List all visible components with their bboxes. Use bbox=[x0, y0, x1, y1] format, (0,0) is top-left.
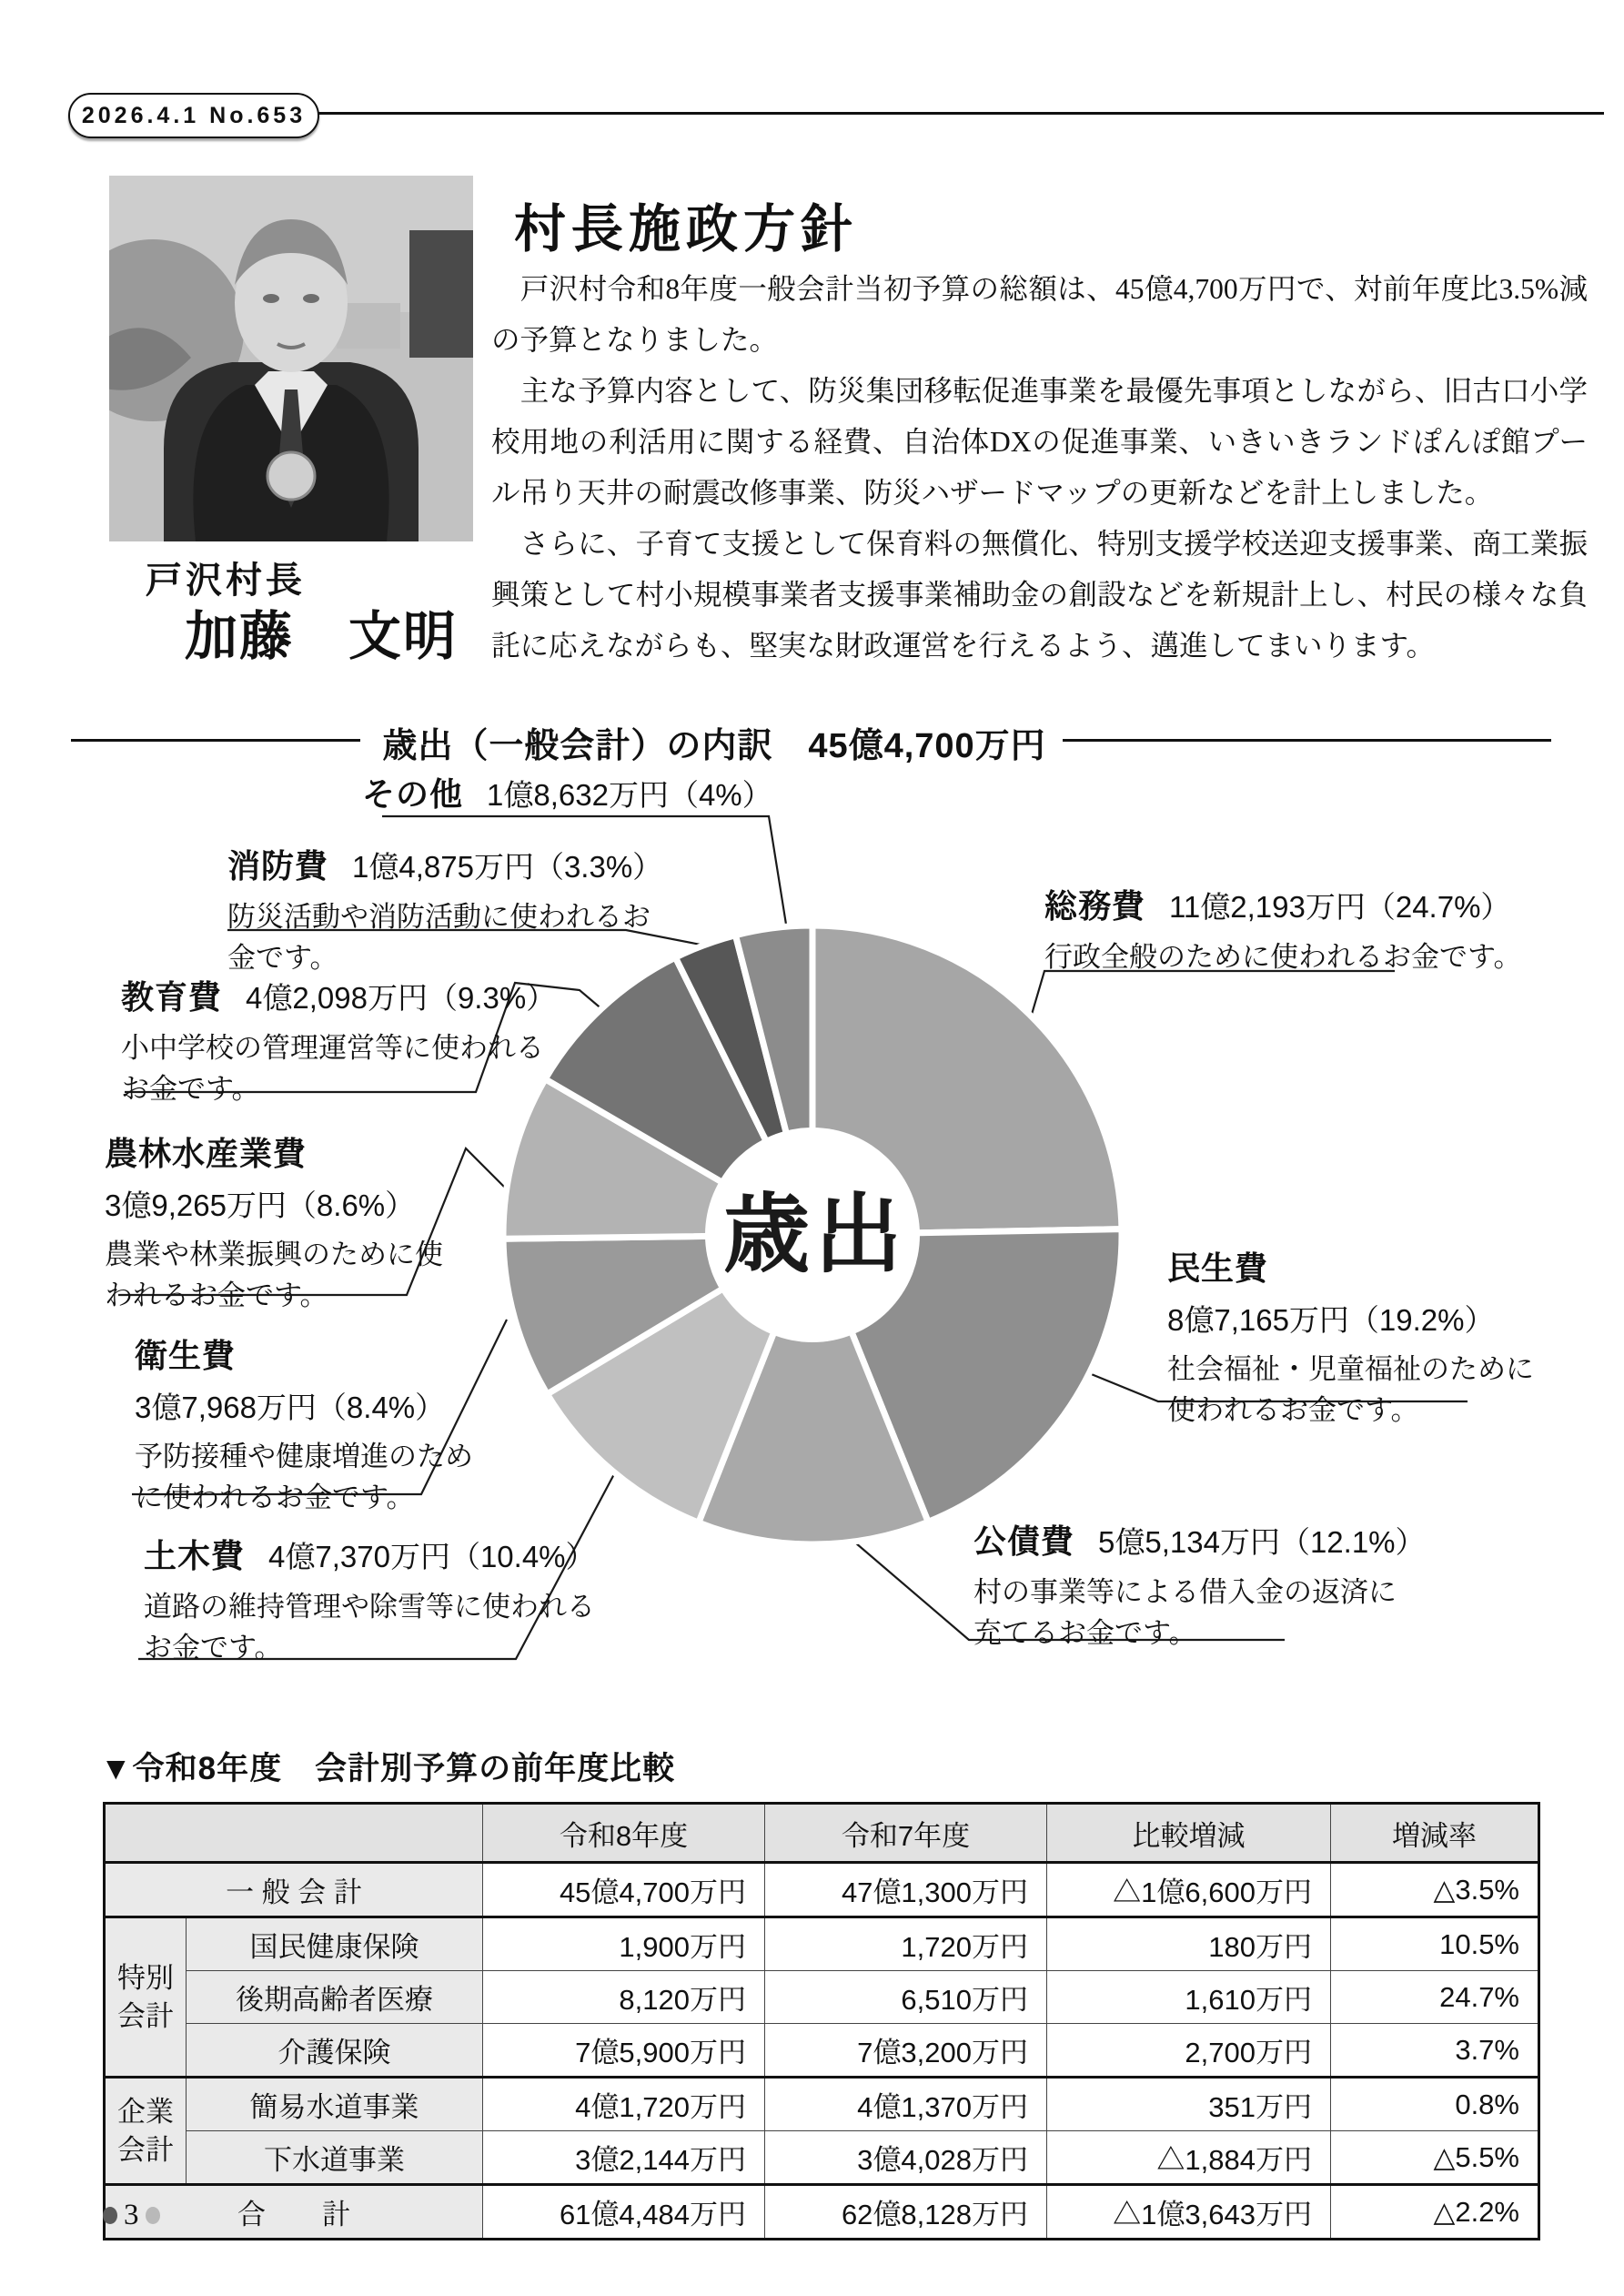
group-label-special: 特別会計 bbox=[105, 1917, 187, 2078]
table-row: 後期高齢者医療 8,120万円 6,510万円 1,610万円 24.7% bbox=[105, 1971, 1539, 2024]
issue-badge bbox=[68, 93, 319, 138]
pie-label-norin: 農林水産業費 3億9,265万円（8.6%） 農業や林業振興のために使われるお金です。 bbox=[105, 1135, 443, 1311]
table-header-row bbox=[105, 1804, 1539, 1863]
col-header-r8: 令和8年度 bbox=[483, 1804, 765, 1863]
issue-label: 2026.4.1 No.653 bbox=[81, 102, 307, 128]
article-body bbox=[491, 264, 1588, 672]
pie-label-somu: 総務費 11億2,193万円（24.7%） 行政全般のために使われるお金です。 bbox=[1044, 887, 1522, 973]
row-label: 一 般 会 計 bbox=[105, 1863, 483, 1917]
row-label: 後期高齢者医療 bbox=[187, 1971, 483, 2024]
table-row-total: 合 計 61億4,484万円 62億8,128万円 △1億3,643万円 △2.2% bbox=[105, 2185, 1539, 2240]
row-label: 下水道事業 bbox=[187, 2131, 483, 2185]
row-label: 介護保険 bbox=[187, 2024, 483, 2078]
col-header-rate: 増減率 bbox=[1331, 1804, 1539, 1863]
mayor-photo bbox=[109, 176, 473, 541]
page-footer bbox=[103, 2199, 160, 2232]
row-label: 簡易水道事業 bbox=[187, 2078, 483, 2131]
pie-label-kosai: 公債費 5億5,134万円（12.1%） 村の事業等による借入金の返済に充てるお金です。 bbox=[973, 1522, 1426, 1649]
pie-label-kyoiku: 教育費 4億2,098万円（9.3%） 小中学校の管理運営等に使われるお金です。 bbox=[121, 978, 557, 1105]
pie-label-eisei: 衛生費 3億7,968万円（8.4%） 予防接種や健康増進のために使われるお金です。 bbox=[135, 1337, 473, 1513]
chart-heading-rule-right bbox=[1063, 739, 1551, 742]
page-number: 3 bbox=[124, 2199, 139, 2231]
article-paragraph: 戸沢村令和8年度一般会計当初予算の総額は、45億4,700万円で、対前年度比3.5%減の予算となりました。 bbox=[491, 273, 1588, 356]
table-title: ▼令和8年度 会計別予算の前年度比較 bbox=[100, 1751, 676, 1786]
col-header-diff: 比較増減 bbox=[1047, 1804, 1331, 1863]
table-row: 特別会計 国民健康保険 1,900万円 1,720万円 180万円 10.5% bbox=[105, 1917, 1539, 1971]
table-row: 一 般 会 計 45億4,700万円 47億1,300万円 △1億6,600万円 △3.5% bbox=[105, 1863, 1539, 1917]
table-row: 企業会計 簡易水道事業 4億1,720万円 4億1,370万円 351万円 0.8% bbox=[105, 2078, 1539, 2131]
article-title: 村長施政方針 bbox=[514, 201, 858, 258]
pie-label-shobo: 消防費 1億4,875万円（3.3%） 防災活動や消防活動に使われるお金です。 bbox=[227, 847, 663, 974]
table-row: 介護保険 7億5,900万円 7億3,200万円 2,700万円 3.7% bbox=[105, 2024, 1539, 2078]
pie-label-doboku: 土木費 4億7,370万円（10.4%） 道路の維持管理や除雪等に使われるお金です。 bbox=[144, 1537, 596, 1664]
group-label-enterprise: 企業会計 bbox=[105, 2078, 187, 2185]
chart-heading-rule-left bbox=[71, 739, 360, 742]
pie-label-minsei: 民生費 8億7,165万円（19.2%） 社会福祉・児童福祉のために使われるお金です。 bbox=[1167, 1249, 1534, 1426]
article-paragraph: さらに、子育て支援として保育料の無償化、特別支援学校送迎支援事業、商工業振興策として村小規模事業者支援事業補助金の創設などを新規計上し、村民の様々な負託に応えながらも、堅実な財政運営を行えるよう、邁進してまいります。 bbox=[491, 528, 1588, 662]
row-label: 合 計 bbox=[105, 2185, 483, 2240]
pie-center-label: 歳出 bbox=[722, 1187, 908, 1283]
footer-dot-right bbox=[146, 2207, 160, 2224]
budget-comparison-table bbox=[103, 1802, 1540, 2240]
article-paragraph: 主な予算内容として、防災集団移転促進事業を最優先事項としながら、旧古口小学校用地の利活用に関する経費、自治体DXの促進事業、いきいきランドぽんぽ館プール吊り天井の耐震改修事業、防災ハザードマップの更新などを計上しました。 bbox=[491, 375, 1588, 509]
table-corner-cell bbox=[105, 1804, 483, 1863]
footer-dot-left bbox=[103, 2207, 117, 2224]
mayor-title: 戸沢村長 bbox=[146, 561, 306, 601]
mayor-name: 加藤 文明 bbox=[185, 607, 459, 666]
table-row: 下水道事業 3億2,144万円 3億4,028万円 △1,884万円 △5.5% bbox=[105, 2131, 1539, 2185]
col-header-r7: 令和7年度 bbox=[765, 1804, 1047, 1863]
pie-label-sonota: その他 1億8,632万円（4%） bbox=[362, 775, 772, 813]
row-label: 国民健康保険 bbox=[187, 1917, 483, 1971]
chart-heading: 歳出（一般会計）の内訳 45億4,700万円 bbox=[382, 727, 1046, 765]
header-rule bbox=[314, 112, 1604, 115]
expenditure-pie-chart bbox=[499, 921, 1126, 1549]
